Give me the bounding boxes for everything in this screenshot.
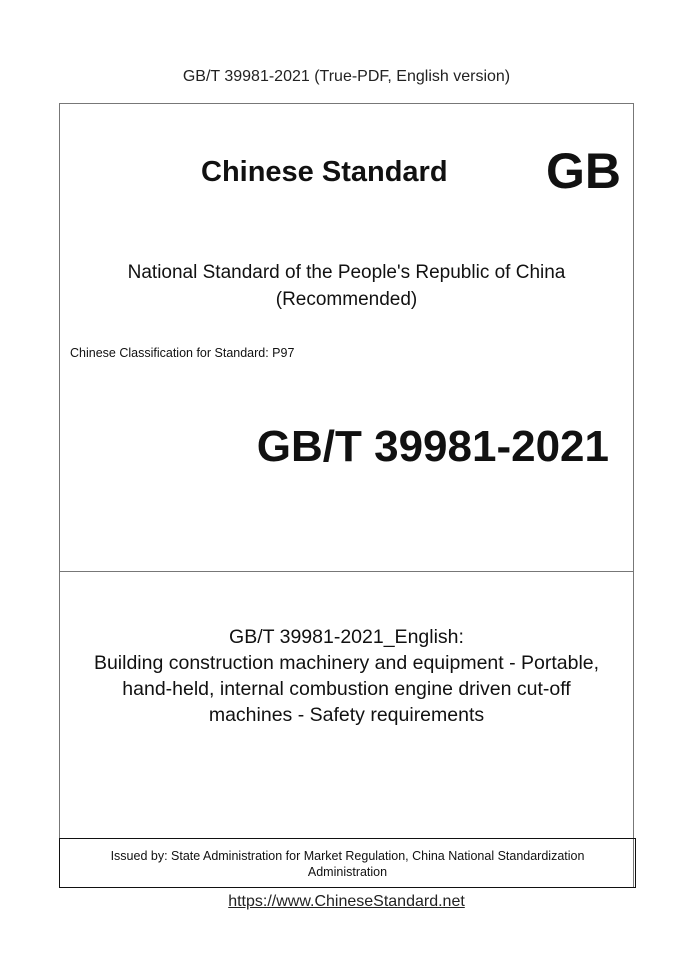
issued-by-line: Administration [307, 865, 388, 879]
document-header: GB/T 39981-2021 (True-PDF, English version) [182, 68, 511, 85]
standard-title [60, 624, 633, 728]
gb-mark: GB [546, 143, 621, 199]
website-link[interactable]: https://www.ChineseStandard.net [228, 893, 465, 910]
cover-top-section [60, 104, 633, 572]
cover-frame [59, 103, 634, 888]
title-line: Building construction machinery and equipment - Portable, [93, 652, 600, 674]
national-standard-text [60, 259, 633, 313]
title-line: hand-held, internal combustion engine driven cut-off [122, 678, 571, 700]
title-line: machines - Safety requirements [208, 704, 485, 726]
title-line: GB/T 39981-2021_English: [229, 626, 464, 648]
issued-by-line: Issued by: State Administration for Market Regulation, China National Standardization [110, 849, 585, 863]
standard-number: GB/T 39981-2021 [256, 422, 609, 471]
national-standard-line: National Standard of the People's Republic of China [127, 262, 566, 283]
recommended-line: (Recommended) [275, 289, 418, 310]
issued-by-box [59, 838, 636, 888]
classification-text: Chinese Classification for Standard: P97 [70, 346, 295, 360]
chinese-standard-heading: Chinese Standard [201, 156, 448, 188]
